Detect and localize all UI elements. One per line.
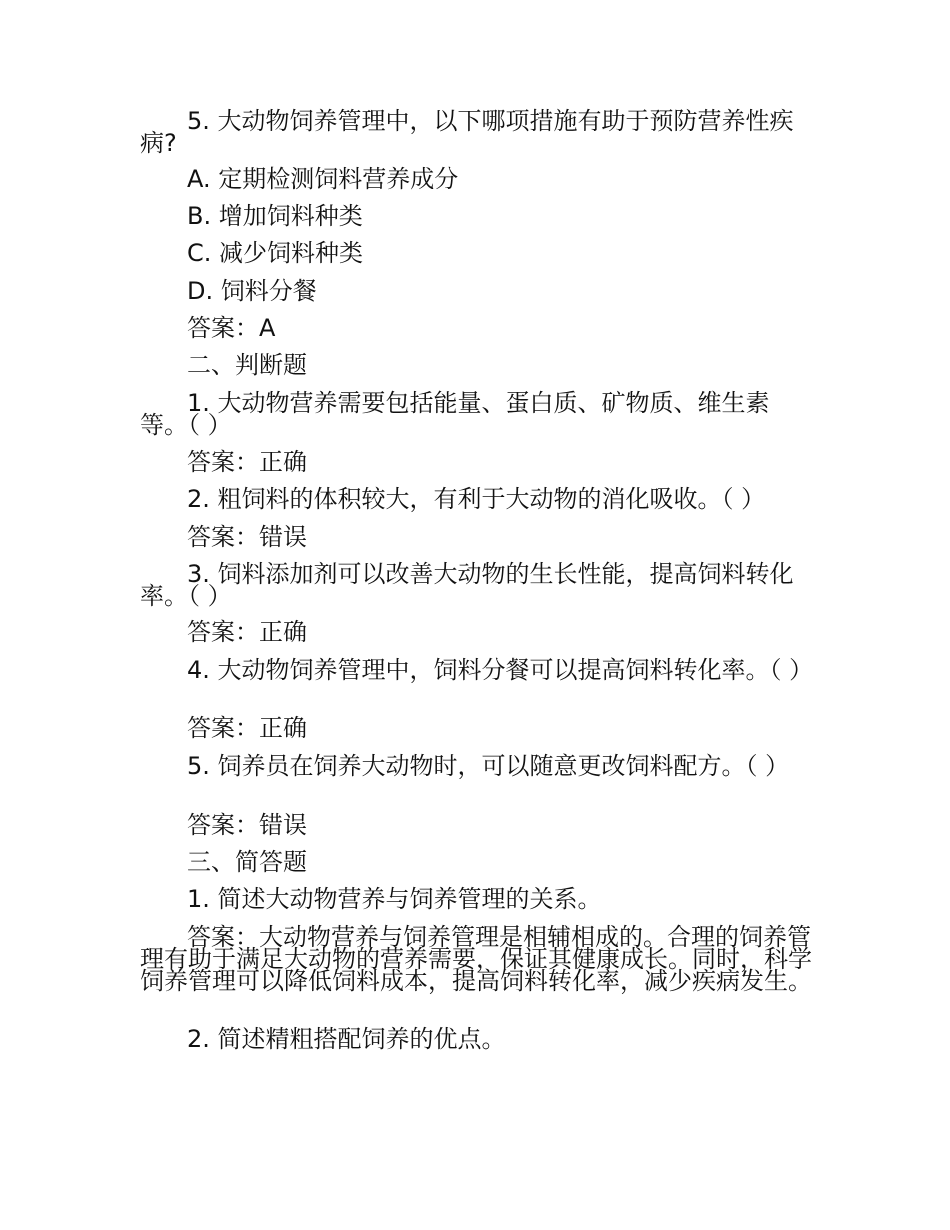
- answer-judgment-3: 答案：正确: [187, 618, 307, 646]
- answer-judgment-1: 答案：正确: [187, 448, 307, 476]
- short-answer-2: 2. 简述精粗搭配饲养的优点。: [187, 1025, 506, 1053]
- answer-judgment-2: 答案：错误: [187, 523, 307, 551]
- answer-judgment-4: 答案：正确: [187, 714, 307, 742]
- judgment-4: 4. 大动物饲养管理中，饲料分餐可以提高饲料转化率。（ ）: [187, 656, 814, 684]
- option-a: A. 定期检测饲料营养成分: [187, 165, 459, 193]
- option-c: C. 减少饲料种类: [187, 239, 364, 267]
- section-heading-judgment: 二、判断题: [187, 351, 307, 379]
- section-heading-short-answer: 三、简答题: [187, 848, 307, 876]
- judgment-3: 3. 饲料添加剂可以改善大动物的生长性能，提高饲料转化率。（ ）: [140, 560, 794, 610]
- judgment-2: 2. 粗饲料的体积较大，有利于大动物的消化吸收。（ ）: [187, 485, 766, 513]
- answer-q5: 答案：A: [187, 314, 276, 342]
- short-answer-1: 1. 简述大动物营养与饲养管理的关系。: [187, 885, 602, 913]
- answer-judgment-5: 答案：错误: [187, 811, 307, 839]
- judgment-1: 1. 大动物营养需要包括能量、蛋白质、矿物质、维生素等。（ ）: [140, 389, 770, 439]
- question-5: 5. 大动物饲养管理中，以下哪项措施有助于预防营养性疾病?: [140, 107, 794, 157]
- judgment-5: 5. 饲养员在饲养大动物时，可以随意更改饲料配方。（ ）: [187, 752, 790, 780]
- option-d: D. 饲料分餐: [187, 277, 317, 305]
- answer-short-answer-1: 答案：大动物营养与饲养管理是相辅相成的。合理的饲养管理有助于满足大动物的营养需要，保证其健康成长。同时，科学饲养管理可以降低饲料成本，提高饲料转化率，减少疾病发生。: [140, 923, 812, 995]
- option-b: B. 增加饲料种类: [187, 202, 363, 230]
